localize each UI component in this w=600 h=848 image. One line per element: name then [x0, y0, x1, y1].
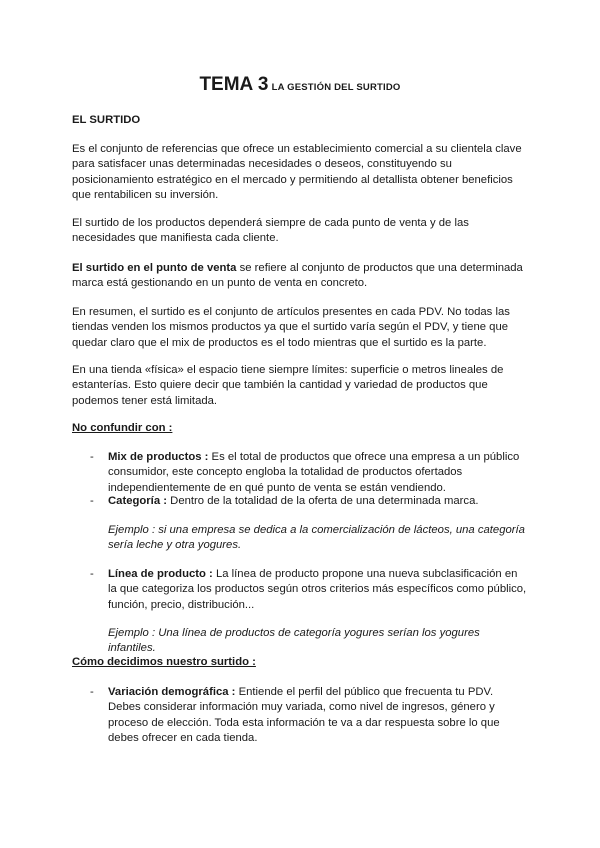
example-linea: Ejemplo : Una línea de productos de categoría yogures serían los yogures infantiles.	[108, 627, 480, 655]
list-item-term: Mix de productos :	[108, 451, 209, 463]
paragraph-physical-store: En una tienda «física» el espacio tiene siempre límites: superficie o metros lineales de estanterías. Esto quiere decir que también la cantidad y variedad de productos que podemos tener está limitada.	[72, 364, 504, 407]
paragraph-pdv-term: El surtido en el punto de venta	[72, 262, 237, 274]
list-item-term: Línea de producto :	[108, 568, 213, 580]
paragraph-pdv	[72, 261, 532, 292]
paragraph-dependency: El surtido de los productos dependerá siempre de cada punto de venta y de las necesidades que manifiesta cada cliente.	[72, 217, 469, 245]
title-main: TEMA 3	[199, 74, 269, 95]
list-item-linea	[108, 567, 528, 613]
list-bullet: -	[90, 451, 94, 463]
list-bullet: -	[90, 495, 94, 507]
list-item-text: La línea de producto propone una nueva subclasificación en la que categoriza los productos según otros criterios más específicos como público, función, precio, distribución...	[108, 568, 527, 611]
section-heading-surtido: EL SURTIDO	[72, 114, 141, 126]
list-item-term: Variación demográfica :	[108, 686, 236, 698]
page-title	[0, 74, 600, 95]
list-bullet: -	[90, 686, 94, 698]
list-item-categoria	[108, 494, 528, 509]
paragraph-definition: Es el conjunto de referencias que ofrece un establecimiento comercial a su clientela clave para satisfacer unas determinadas necesidades o deseos, constituyendo su posicionamiento estratégico en el mercado y permitiendo al detallista obtener beneficios que rentabilicen su inversión.	[72, 143, 522, 201]
list-item-variacion	[108, 685, 528, 746]
section-heading-no-confundir: No confundir con :	[72, 422, 173, 434]
list-item-term: Categoría :	[108, 495, 168, 507]
title-subtitle: LA GESTIÓN DEL SURTIDO	[271, 82, 401, 93]
list-item-text: Entiende el perfil del público que frecuenta tu PDV. Debes considerar información muy variada, como nivel de ingresos, género y proceso de elección. Toda esta información te va a dar respuesta sobre lo que debes ofrecer en cada tienda.	[108, 686, 500, 744]
section-heading-como-decidimos: Cómo decidimos nuestro surtido :	[72, 656, 256, 668]
list-item-text: Es el total de productos que ofrece una empresa a un público consumidor, este concepto engloba la totalidad de productos ofertados independientemente de en qué punto de venta se están vendiendo.	[108, 451, 520, 494]
example-categoria: Ejemplo : si una empresa se dedica a la comercialización de lácteos, una categoría sería leche y otra yogures.	[108, 524, 525, 552]
paragraph-summary: En resumen, el surtido es el conjunto de artículos presentes en cada PDV. No todas las tiendas venden los mismos productos ya que el surtido varía según el PDV, y tiene que quedar claro que el mix de productos es el todo mientras que el surtido es la parte.	[72, 306, 510, 349]
list-item-text: Dentro de la totalidad de la oferta de una determinada marca.	[167, 495, 479, 507]
list-item-mix	[108, 450, 528, 496]
list-bullet: -	[90, 568, 94, 580]
paragraph-pdv-text: se refiere al conjunto de productos que una determinada marca está gestionando en un punto de venta en concreto.	[72, 262, 523, 290]
